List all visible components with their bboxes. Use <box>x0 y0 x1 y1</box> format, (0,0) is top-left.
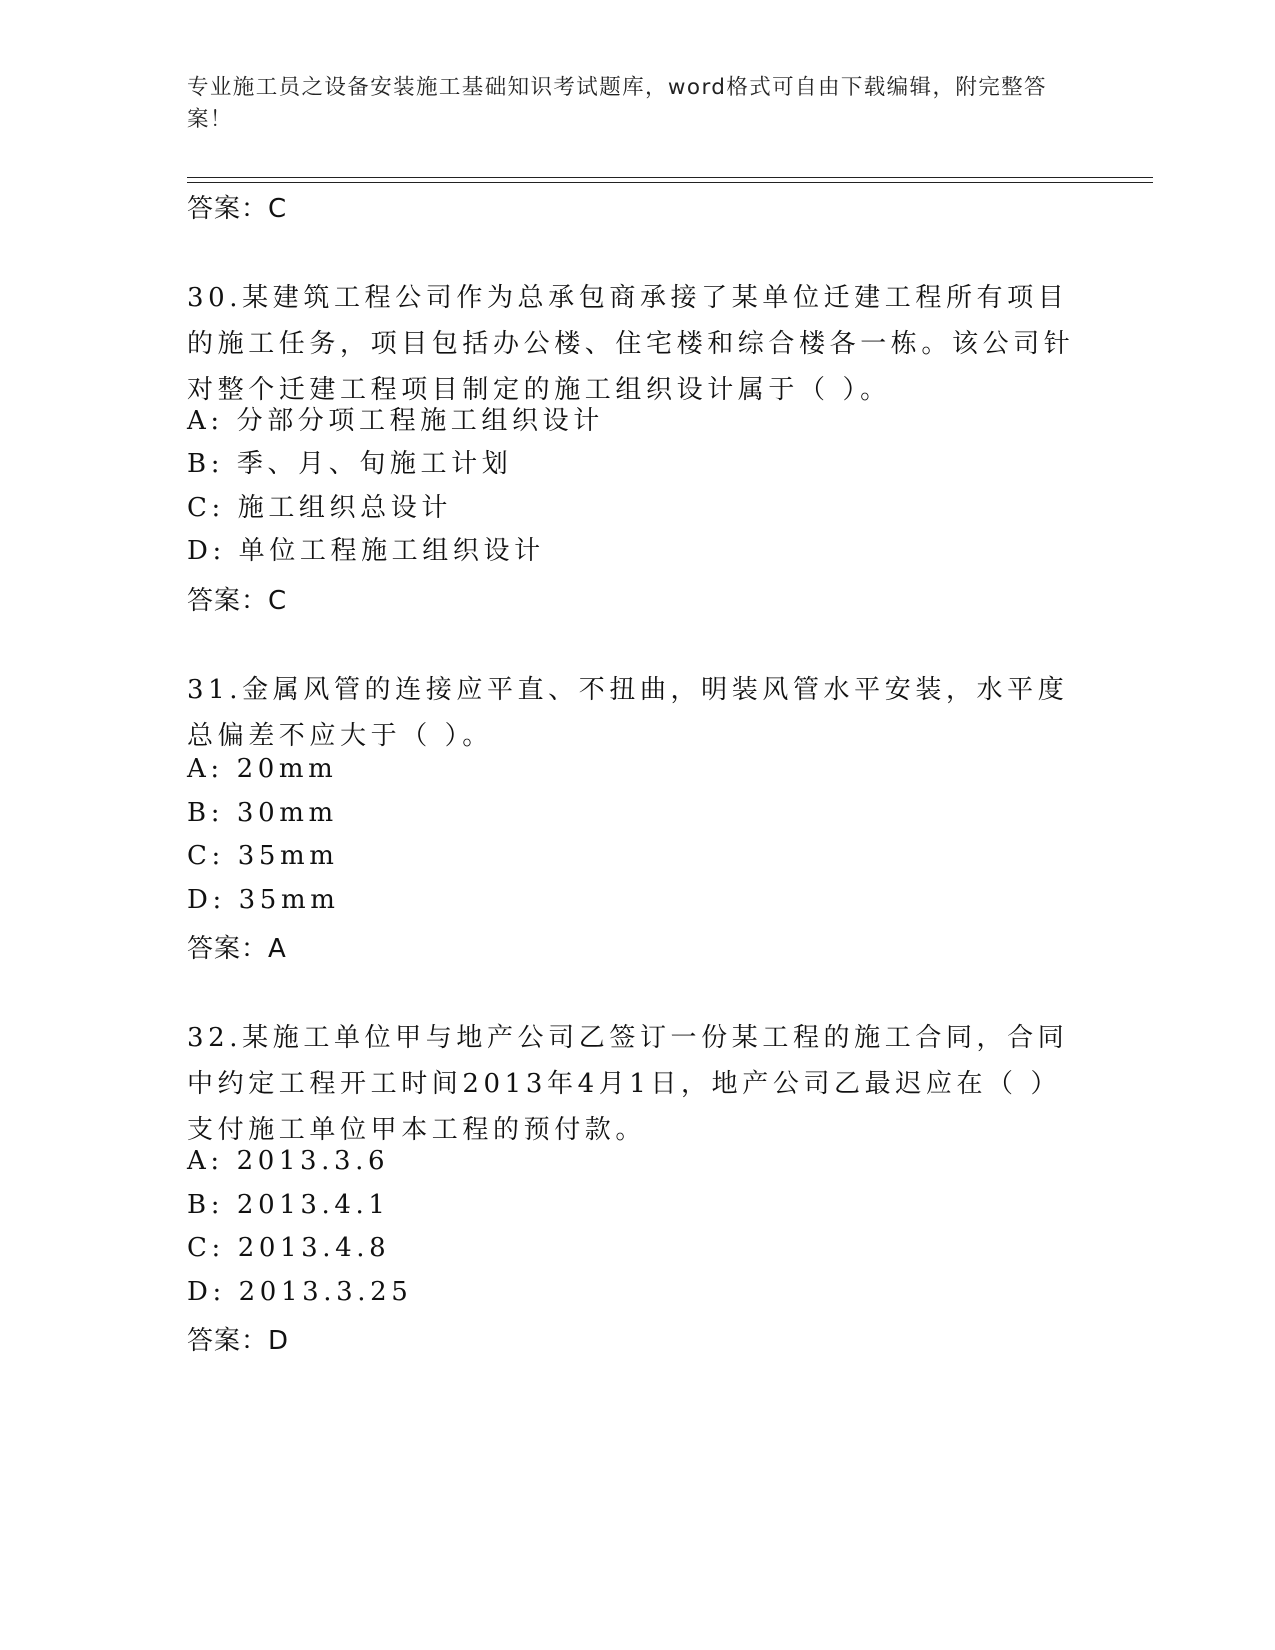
question-30-answer: 答案：C <box>187 586 288 616</box>
header-divider-second <box>187 182 1153 183</box>
question-31-answer: 答案：A <box>187 934 287 964</box>
previous-answer: 答案：C <box>187 194 288 224</box>
question-32-text: 32.某施工单位甲与地产公司乙签订一份某工程的施工合同，合同中约定工程开工时间2013年4月1日，地产公司乙最迟应在（ ）支付施工单位甲本工程的预付款。 <box>187 1023 1069 1145</box>
question-31-text: 31.金属风管的连接应平直、不扭曲，明装风管水平安装，水平度总偏差不应大于（ ）。 <box>187 675 1069 751</box>
question-30-option-b: B: 季、月、旬施工计划 <box>187 449 513 479</box>
question-31-option-c: C: 35mm <box>187 841 339 871</box>
question-32-option-b: B: 2013.4.1 <box>187 1190 390 1220</box>
header-divider <box>187 177 1153 178</box>
question-32-option-c: C: 2013.4.8 <box>187 1233 391 1263</box>
question-30-option-a: A: 分部分项工程施工组织设计 <box>187 406 604 436</box>
question-32-option-a: A: 2013.3.6 <box>187 1146 390 1176</box>
question-32-answer: 答案：D <box>187 1326 290 1356</box>
question-30-text: 30.某建筑工程公司作为总承包商承接了某单位迁建工程所有项目的施工任务，项目包括办公楼、住宅楼和综合楼各一栋。该公司针对整个迁建工程项目制定的施工组织设计属于（ ）。 <box>187 283 1075 405</box>
question-30-option-c: C: 施工组织总设计 <box>187 493 452 523</box>
question-32-option-d: D: 2013.3.25 <box>187 1277 413 1307</box>
question-31-option-a: A: 20mm <box>187 754 338 784</box>
question-31-option-b: B: 30mm <box>187 798 338 828</box>
question-30-option-d: D: 单位工程施工组织设计 <box>187 536 545 566</box>
question-31-option-d: D: 35mm <box>187 885 340 915</box>
page-header: 专业施工员之设备安装施工基础知识考试题库，word格式可自由下载编辑，附完整答案！ <box>187 75 1047 132</box>
